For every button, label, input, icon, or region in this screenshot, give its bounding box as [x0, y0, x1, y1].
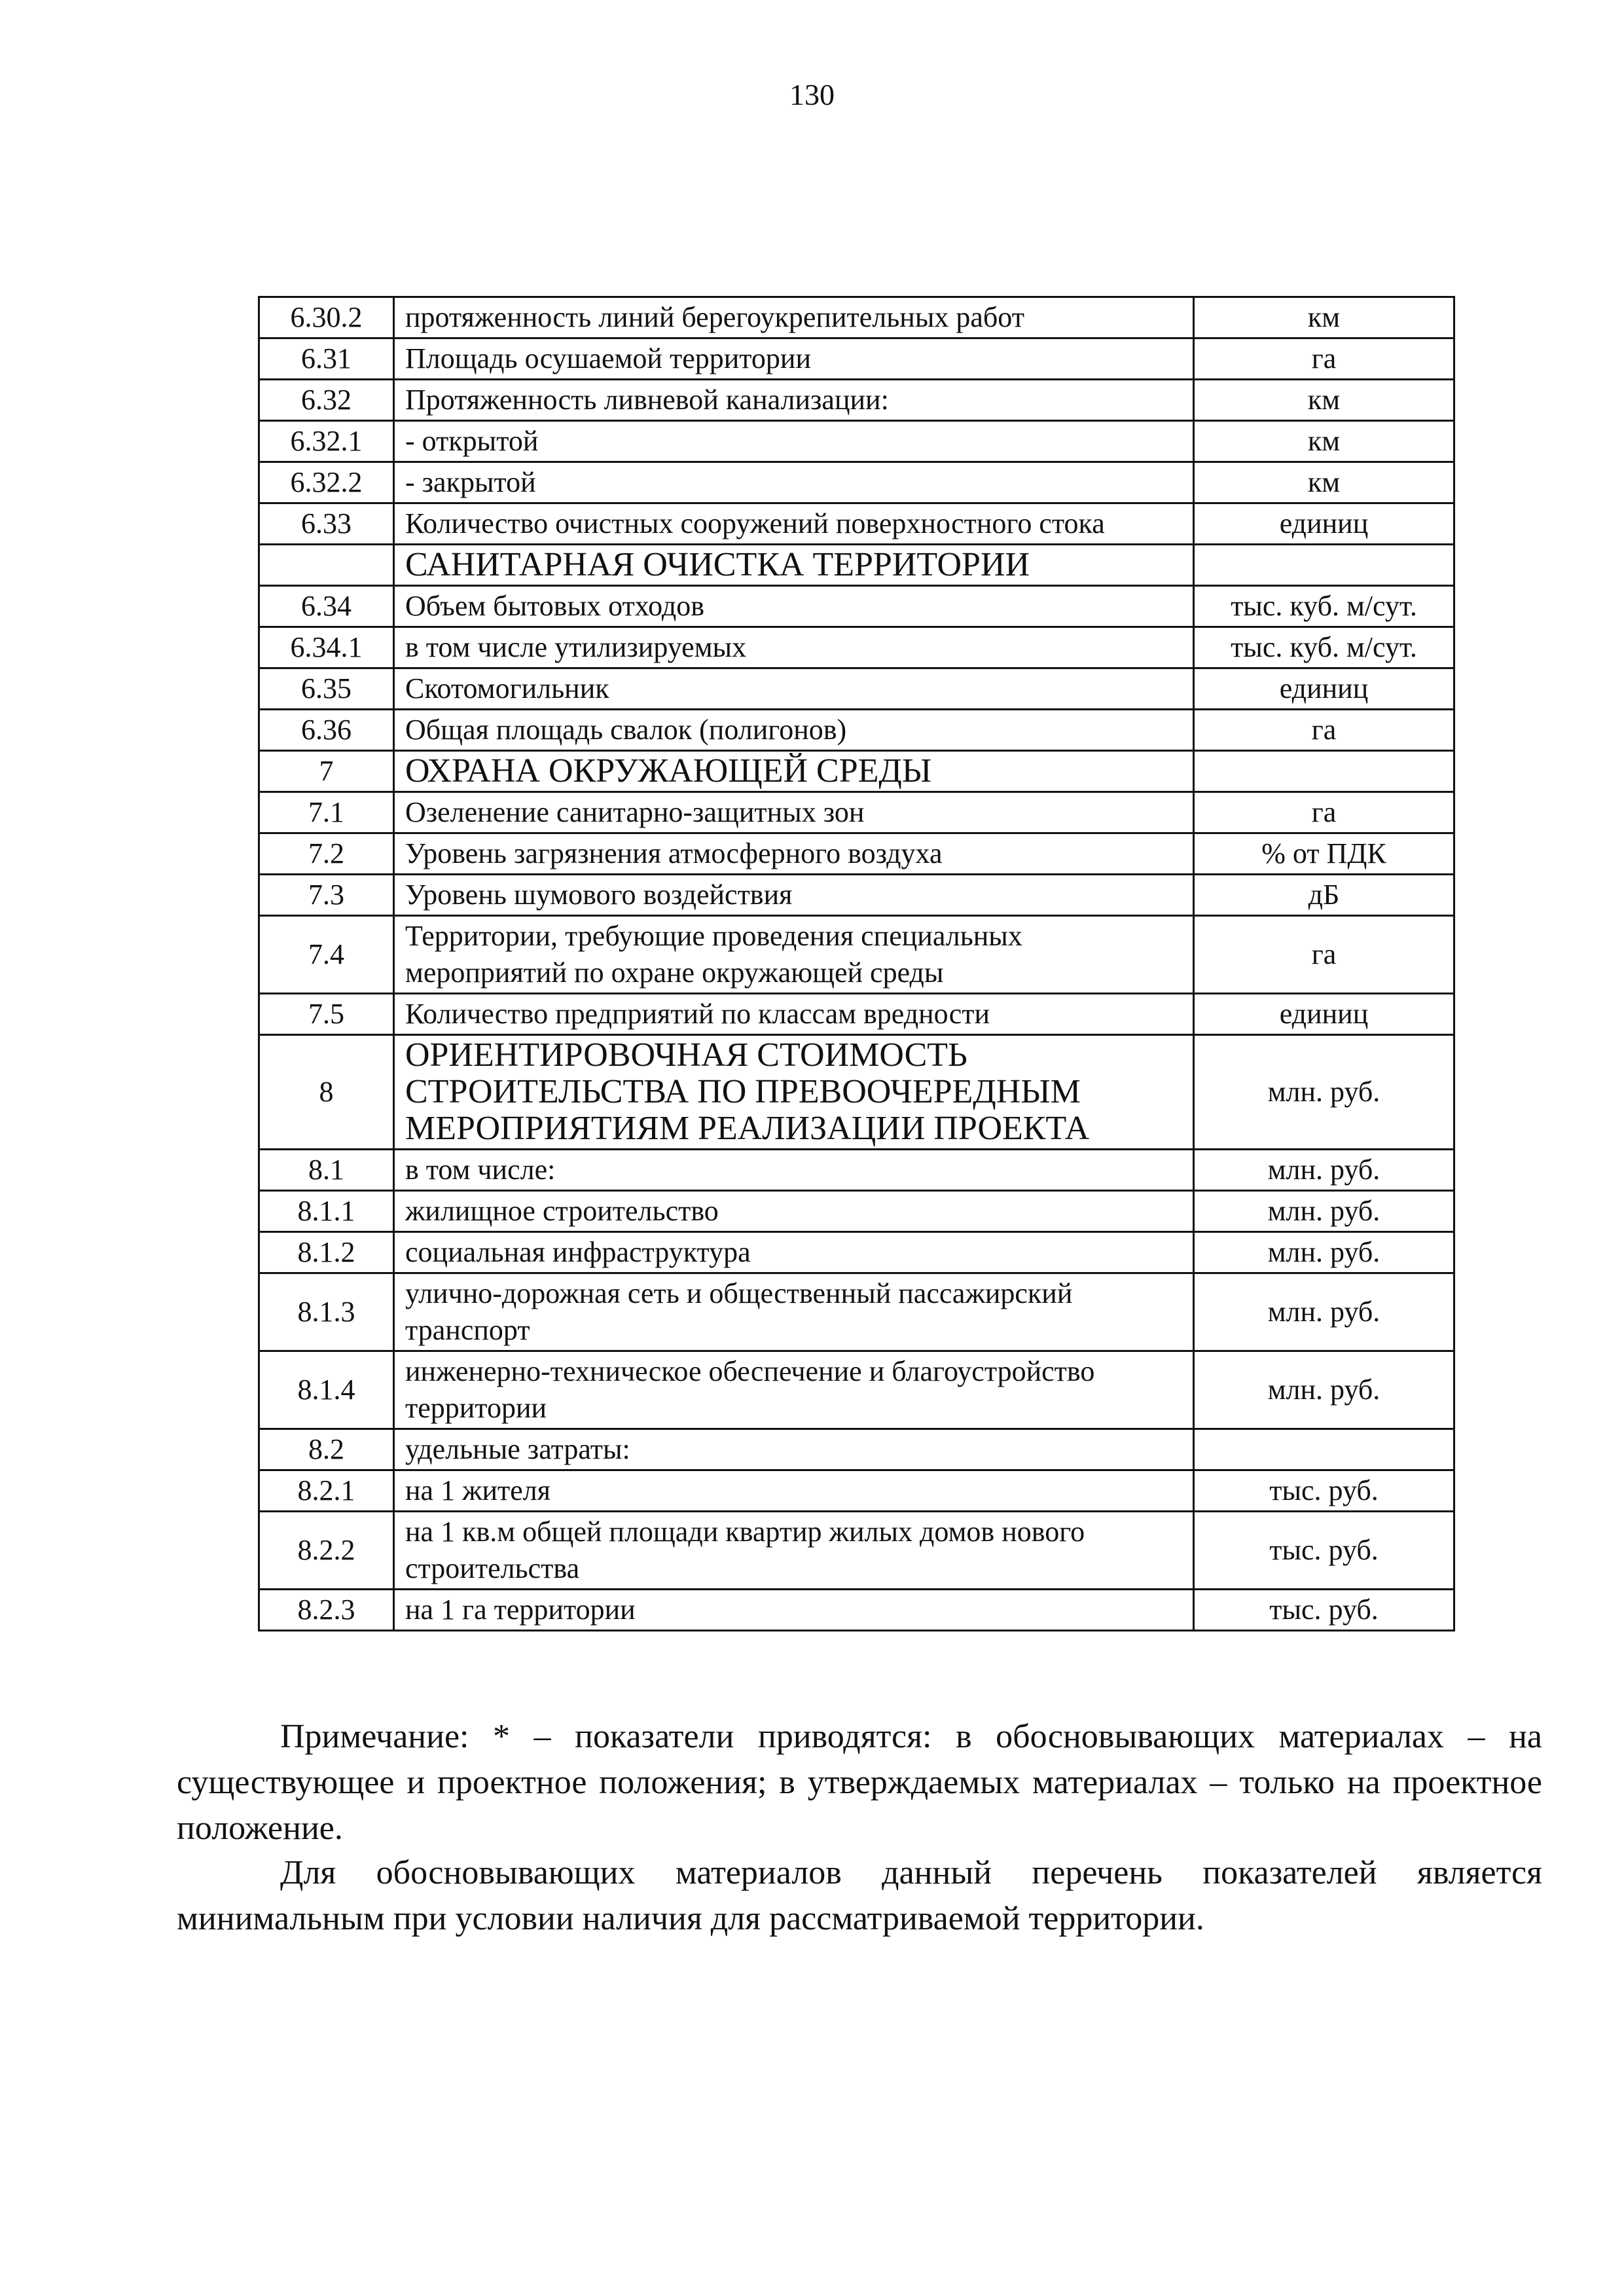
table-row: [259, 586, 1454, 627]
row-number: 8.1.4: [259, 1351, 394, 1429]
row-number: 8.1.1: [259, 1191, 394, 1232]
table-row-section: [259, 1035, 1454, 1150]
row-unit: млн. руб.: [1194, 1035, 1454, 1150]
row-indicator: улично-дорожная сеть и общественный пассажирский транспорт: [394, 1273, 1194, 1351]
row-unit: дБ: [1194, 875, 1454, 916]
section-heading: САНИТАРНАЯ ОЧИСТКА ТЕРРИТОРИИ: [394, 545, 1194, 586]
row-number: 8.2.1: [259, 1470, 394, 1512]
row-number: 6.34: [259, 586, 394, 627]
row-number: 6.32.1: [259, 421, 394, 462]
row-unit: млн. руб.: [1194, 1273, 1454, 1351]
table-row: [259, 421, 1454, 462]
row-unit: км: [1194, 380, 1454, 421]
table-row: [259, 1590, 1454, 1631]
table-row-section: [259, 751, 1454, 792]
table-row: [259, 338, 1454, 380]
table-row: [259, 1470, 1454, 1512]
row-number: 8.1: [259, 1150, 394, 1191]
row-unit: единиц: [1194, 503, 1454, 545]
row-unit: тыс. руб.: [1194, 1470, 1454, 1512]
row-indicator: Уровень шумового воздействия: [394, 875, 1194, 916]
row-indicator: Скотомогильник: [394, 668, 1194, 710]
row-indicator: Объем бытовых отходов: [394, 586, 1194, 627]
row-unit: [1194, 751, 1454, 792]
indicators-table: [258, 296, 1455, 1631]
row-unit: га: [1194, 338, 1454, 380]
row-unit: тыс. куб. м/сут.: [1194, 627, 1454, 668]
row-number: 7.4: [259, 916, 394, 994]
row-indicator: Уровень загрязнения атмосферного воздуха: [394, 833, 1194, 875]
row-unit: млн. руб.: [1194, 1232, 1454, 1273]
row-indicator: Протяженность ливневой канализации:: [394, 380, 1194, 421]
row-number: 8.2.3: [259, 1590, 394, 1631]
row-indicator: Озеленение санитарно-защитных зон: [394, 792, 1194, 833]
row-indicator: - открытой: [394, 421, 1194, 462]
row-number: 6.30.2: [259, 297, 394, 338]
closing-paragraph: [177, 1850, 1542, 1942]
row-unit: тыс. руб.: [1194, 1512, 1454, 1590]
row-indicator: удельные затраты:: [394, 1429, 1194, 1470]
row-unit: млн. руб.: [1194, 1191, 1454, 1232]
table-row: [259, 1191, 1454, 1232]
table-row-section: [259, 545, 1454, 586]
row-unit: единиц: [1194, 668, 1454, 710]
row-number: 7.5: [259, 994, 394, 1035]
row-indicator: в том числе:: [394, 1150, 1194, 1191]
row-indicator: инженерно-техническое обеспечение и благоустройство территории: [394, 1351, 1194, 1429]
row-number: 7.1: [259, 792, 394, 833]
table-row: [259, 710, 1454, 751]
table-row: [259, 1150, 1454, 1191]
row-indicator: - закрытой: [394, 462, 1194, 503]
row-unit: га: [1194, 710, 1454, 751]
page-number: 130: [789, 78, 835, 111]
note-text: Примечание: * – показатели приводятся: в обосновывающих материалах – на существующее и проектное положения; в утверждаемых материалах – только на проектное положение.: [177, 1718, 1542, 1847]
row-indicator: Площадь осушаемой территории: [394, 338, 1194, 380]
row-number: 7.2: [259, 833, 394, 875]
closing-text: Для обосновывающих материалов данный перечень показателей является минимальным при условии наличия для рассматриваемой территории.: [177, 1854, 1542, 1937]
table-row: [259, 380, 1454, 421]
table-row: [259, 1351, 1454, 1429]
row-indicator: протяженность линий берегоукрепительных работ: [394, 297, 1194, 338]
row-indicator: Общая площадь свалок (полигонов): [394, 710, 1194, 751]
table-row: [259, 1232, 1454, 1273]
row-indicator: Количество очистных сооружений поверхностного стока: [394, 503, 1194, 545]
row-unit: га: [1194, 916, 1454, 994]
row-number: 8: [259, 1035, 394, 1150]
table-row: [259, 792, 1454, 833]
table-row: [259, 1273, 1454, 1351]
row-unit: га: [1194, 792, 1454, 833]
table-row: [259, 627, 1454, 668]
row-unit: млн. руб.: [1194, 1351, 1454, 1429]
row-number: 6.34.1: [259, 627, 394, 668]
row-unit: % от ПДК: [1194, 833, 1454, 875]
row-number: 6.32.2: [259, 462, 394, 503]
row-unit: тыс. куб. м/сут.: [1194, 586, 1454, 627]
row-indicator: на 1 кв.м общей площади квартир жилых домов нового строительства: [394, 1512, 1194, 1590]
row-number: 6.31: [259, 338, 394, 380]
row-unit: км: [1194, 462, 1454, 503]
table-row: [259, 503, 1454, 545]
row-number: 6.35: [259, 668, 394, 710]
row-unit: [1194, 545, 1454, 586]
section-heading: ОХРАНА ОКРУЖАЮЩЕЙ СРЕДЫ: [394, 751, 1194, 792]
row-indicator: на 1 жителя: [394, 1470, 1194, 1512]
row-number: 8.2: [259, 1429, 394, 1470]
table-row: [259, 875, 1454, 916]
row-unit: км: [1194, 421, 1454, 462]
row-indicator: жилищное строительство: [394, 1191, 1194, 1232]
row-indicator: Количество предприятий по классам вредности: [394, 994, 1194, 1035]
table-row: [259, 833, 1454, 875]
row-indicator: в том числе утилизируемых: [394, 627, 1194, 668]
row-number: 7.3: [259, 875, 394, 916]
row-unit: млн. руб.: [1194, 1150, 1454, 1191]
table-row: [259, 1429, 1454, 1470]
row-indicator: Территории, требующие проведения специальных мероприятий по охране окружающей среды: [394, 916, 1194, 994]
row-indicator: на 1 га территории: [394, 1590, 1194, 1631]
row-number: 6.32: [259, 380, 394, 421]
row-number: 8.1.2: [259, 1232, 394, 1273]
table-row: [259, 297, 1454, 338]
row-number: 8.2.2: [259, 1512, 394, 1590]
table-row: [259, 916, 1454, 994]
note-paragraph: [177, 1714, 1542, 1851]
row-unit: тыс. руб.: [1194, 1590, 1454, 1631]
row-number: 7: [259, 751, 394, 792]
row-unit: км: [1194, 297, 1454, 338]
row-unit: [1194, 1429, 1454, 1470]
row-unit: единиц: [1194, 994, 1454, 1035]
row-number: [259, 545, 394, 586]
row-number: 8.1.3: [259, 1273, 394, 1351]
table-row: [259, 994, 1454, 1035]
table-row: [259, 1512, 1454, 1590]
table-row: [259, 462, 1454, 503]
row-number: 6.33: [259, 503, 394, 545]
section-heading: ОРИЕНТИРОВОЧНАЯ СТОИМОСТЬ СТРОИТЕЛЬСТВА ПО ПРЕВООЧЕРЕДНЫМ МЕРОПРИЯТИЯМ РЕАЛИЗАЦИИ ПРОЕКТА: [394, 1035, 1194, 1150]
row-number: 6.36: [259, 710, 394, 751]
row-indicator: социальная инфраструктура: [394, 1232, 1194, 1273]
table-row: [259, 668, 1454, 710]
